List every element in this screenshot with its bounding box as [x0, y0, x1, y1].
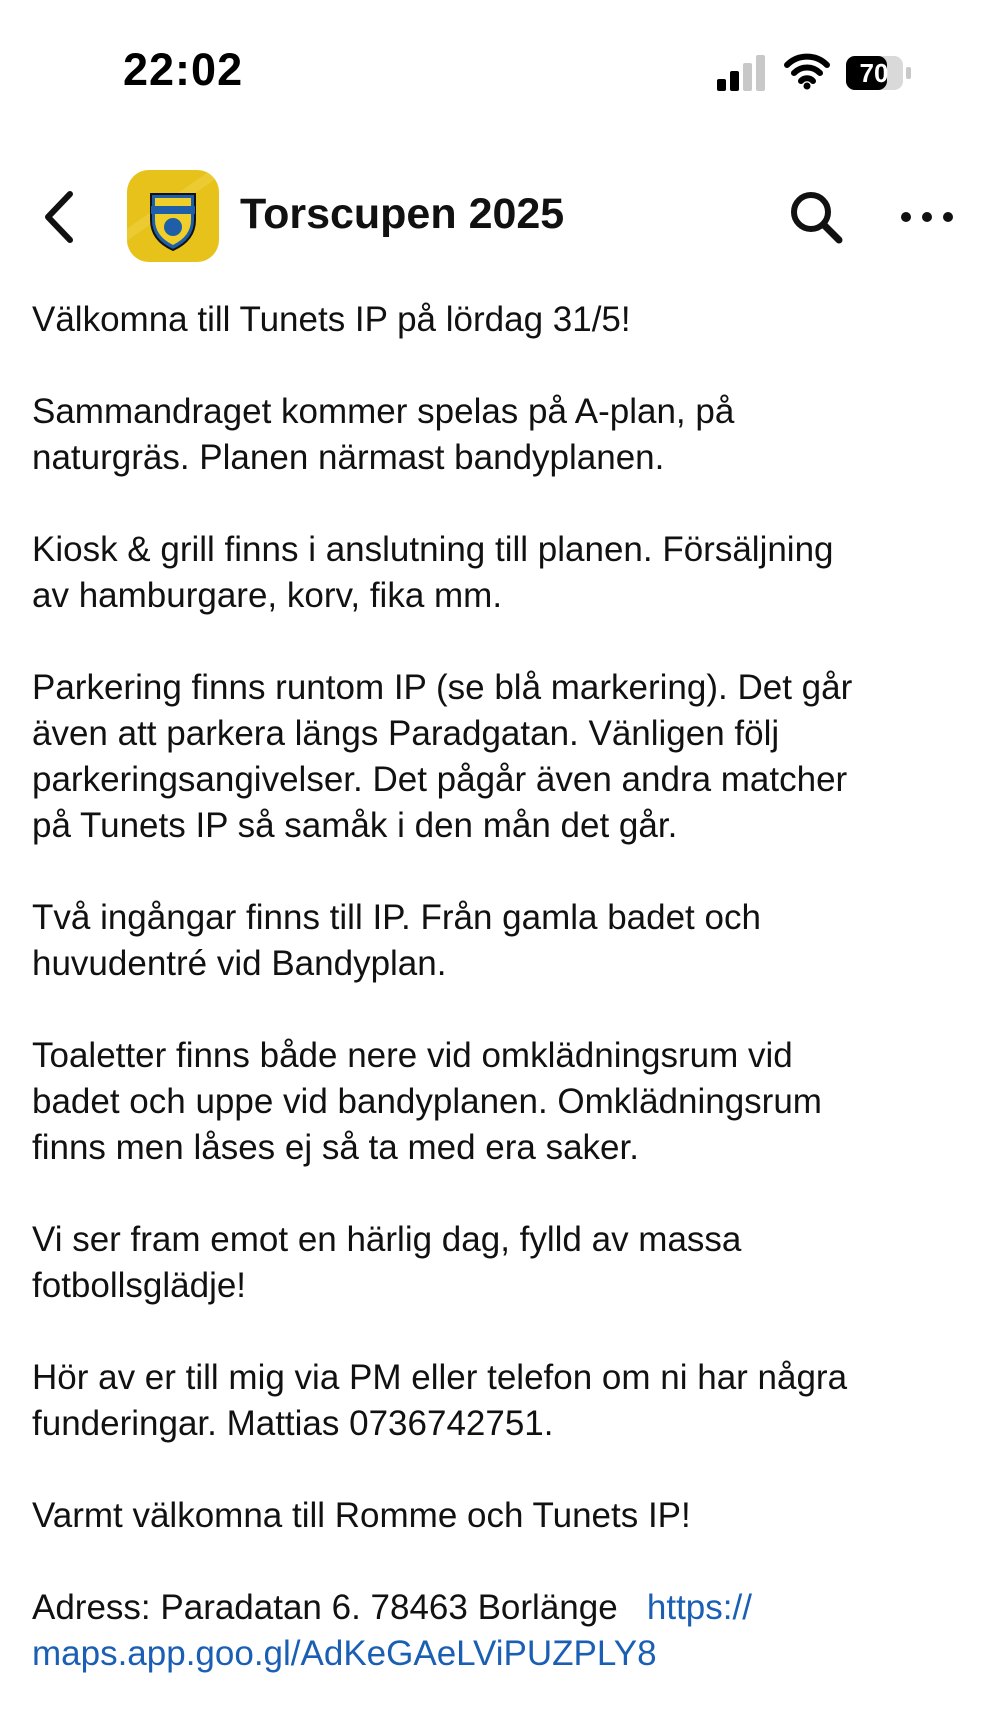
status-bar — [0, 0, 1000, 150]
battery-level: 70 — [859, 58, 889, 88]
page-header — [0, 160, 1000, 270]
address-paragraph — [32, 1585, 977, 1677]
text-line: parkeringsangivelser. Det pågår även andra matcher — [32, 760, 848, 799]
text-line: naturgräs. Planen närmast bandyplanen. — [32, 438, 665, 477]
text-line: även att parkera längs Paradgatan. Vänligen följ — [32, 714, 780, 753]
text-line: Parkering finns runtom IP (se blå markering). Det går — [32, 668, 853, 707]
post-body — [32, 297, 977, 1723]
text-line: Sammandraget kommer spelas på A-plan, på — [32, 392, 735, 431]
status-time: 22:02 — [123, 44, 244, 95]
search-icon[interactable] — [787, 188, 845, 246]
text-line: badet och uppe vid bandyplanen. Omklädningsrum — [32, 1082, 822, 1121]
battery-icon — [845, 55, 911, 91]
text-line: Hör av er till mig via PM eller telefon om ni har några — [32, 1358, 848, 1397]
cellular-signal-icon — [717, 55, 767, 91]
text-line: Toaletter finns både nere vid omklädningsrum vid — [32, 1036, 793, 1075]
paragraph — [32, 665, 977, 849]
text-line: finns men låses ej så ta med era saker. — [32, 1128, 639, 1167]
text-line: av hamburgare, korv, fika mm. — [32, 576, 503, 615]
paragraph — [32, 895, 977, 987]
paragraph — [32, 389, 977, 481]
maps-link-line[interactable]: https:// — [646, 1588, 752, 1627]
paragraph — [32, 297, 977, 343]
more-horizontal-icon[interactable] — [898, 202, 956, 232]
address-text: Adress: Paradatan 6. 78463 Borlänge — [32, 1588, 618, 1627]
paragraph — [32, 1355, 977, 1447]
wifi-icon — [784, 52, 830, 90]
paragraph — [32, 1217, 977, 1309]
chevron-left-icon[interactable] — [40, 188, 80, 246]
text-line: på Tunets IP så samåk i den mån det går. — [32, 806, 678, 845]
paragraph — [32, 1493, 977, 1539]
maps-link-line[interactable]: maps.app.goo.gl/AdKeGAeLViPUZPLY8 — [32, 1634, 657, 1673]
paragraph — [32, 1033, 977, 1171]
torsangs-badge-icon[interactable] — [127, 170, 219, 262]
paragraph — [32, 527, 977, 619]
text-line: Två ingångar finns till IP. Från gamla badet och — [32, 898, 761, 937]
text-line: Varmt välkomna till Romme och Tunets IP! — [32, 1496, 691, 1535]
text-line: funderingar. Mattias 0736742751. — [32, 1404, 554, 1443]
text-line: huvudentré vid Bandyplan. — [32, 944, 447, 983]
page-title: Torscupen 2025 — [240, 190, 565, 238]
text-line: Kiosk & grill finns i anslutning till planen. Försäljning — [32, 530, 834, 569]
text-line: fotbollsglädje! — [32, 1266, 247, 1305]
text-line: Välkomna till Tunets IP på lördag 31/5! — [32, 300, 631, 339]
text-line: Vi ser fram emot en härlig dag, fylld av massa — [32, 1220, 742, 1259]
